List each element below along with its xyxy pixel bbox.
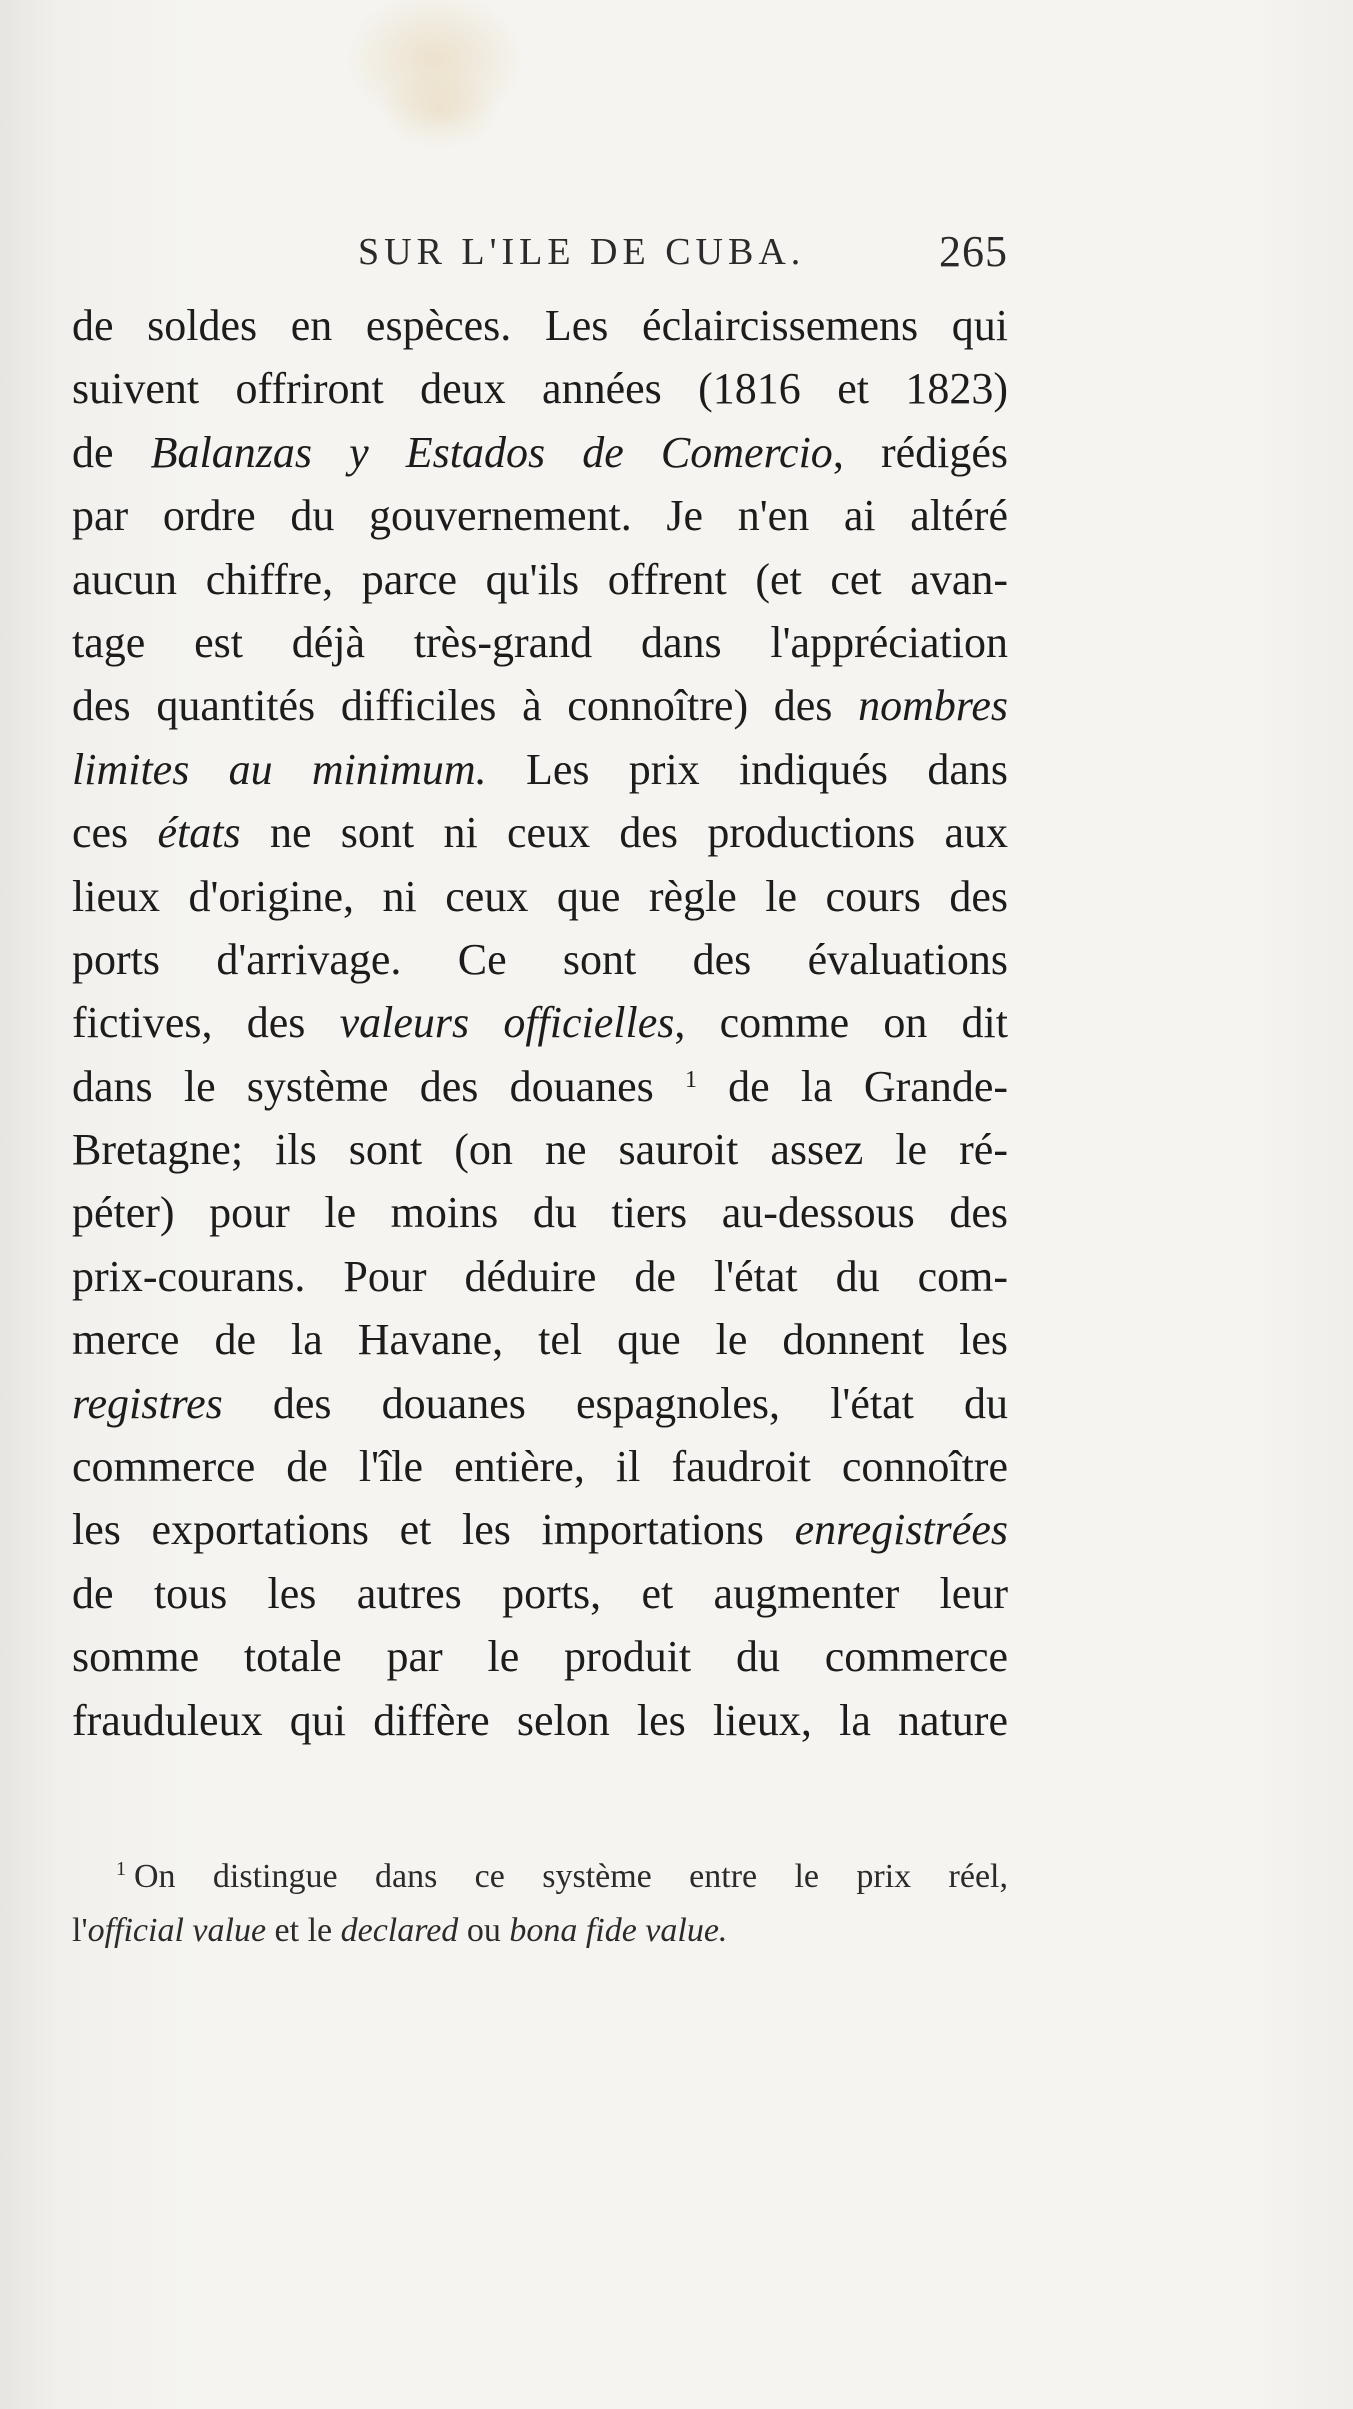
italic-text: enregistrées xyxy=(794,1505,1008,1555)
text-line: ces états ne sont ni ceux des productions aux xyxy=(72,808,1008,858)
footnote xyxy=(72,1850,1008,1958)
text-line: de tous les autres ports, et augmenter leur xyxy=(72,1568,1008,1618)
italic-text: bona fide value. xyxy=(509,1912,728,1949)
text-line: commerce de l'île entière, il faudroit connoître xyxy=(72,1442,1008,1492)
text-line: dans le système des douanes $^1$ de la Grande- xyxy=(72,1061,1008,1111)
italic-text: registres xyxy=(72,1378,223,1428)
text-line: aucun chiffre, parce qu'ils offrent (et cet avan- xyxy=(72,554,1008,604)
text-line: péter) pour le moins du tiers au-dessous des xyxy=(72,1188,1008,1238)
footnote-line: $^1$ On distingue dans ce système entre le prix réel, xyxy=(116,1858,1008,1895)
italic-text: declared xyxy=(340,1912,459,1949)
text-line: de soldes en espèces. Les éclaircissemens qui xyxy=(72,301,1008,350)
italic-text: official value xyxy=(87,1912,267,1949)
text-line: merce de la Havane, tel que le donnent les xyxy=(72,1315,1008,1365)
italic-text: limites au minimum. xyxy=(72,744,487,794)
text-line: tage est déjà très-grand dans l'appréciation xyxy=(72,617,1008,667)
body-text xyxy=(72,294,1008,1752)
text-line: lieux d'origine, ni ceux que règle le cours des xyxy=(72,871,1008,921)
footnote-reference: 1 xyxy=(684,1066,697,1093)
text-line: fictives, des valeurs officielles, comme on dit xyxy=(72,998,1008,1048)
text-line: de Balanzas y Estados de Comercio, rédigés xyxy=(72,427,1008,477)
footnote-line: l'official value et le declared ou bona fide value. xyxy=(72,1912,728,1949)
text-line: frauduleux qui diffère selon les lieux, la nature xyxy=(72,1695,1008,1745)
running-title: SUR L'ILE DE CUBA. xyxy=(358,231,806,273)
text-line: Bretagne; ils sont (on ne sauroit assez le ré- xyxy=(72,1125,1008,1175)
italic-text: états xyxy=(157,808,241,858)
text-line: prix-courans. Pour déduire de l'état du com- xyxy=(72,1251,1008,1301)
text-line: ports d'arrivage. Ce sont des évaluations xyxy=(72,934,1008,984)
running-head xyxy=(72,226,1008,282)
italic-text: Balanzas y Estados de Comercio xyxy=(150,427,833,477)
footnote-marker: 1 xyxy=(116,1858,126,1880)
text-line: somme totale par le produit du commerce xyxy=(72,1632,1008,1682)
text-line: par ordre du gouvernement. Je n'en ai altéré xyxy=(72,491,1008,541)
text-line: registres des douanes espagnoles, l'état du xyxy=(72,1378,1008,1428)
italic-text: nombres xyxy=(858,681,1008,731)
text-line: des quantités difficiles à connoître) des nombres xyxy=(72,681,1008,731)
text-line: limites au minimum. Les prix indiqués dans xyxy=(72,744,1008,794)
text-line: suivent offriront deux années (1816 et 1823) xyxy=(72,364,1008,414)
italic-text: valeurs officielles xyxy=(339,998,675,1048)
page-number: 265 xyxy=(939,227,1008,276)
text-line: les exportations et les importations enregistrées xyxy=(72,1505,1008,1555)
